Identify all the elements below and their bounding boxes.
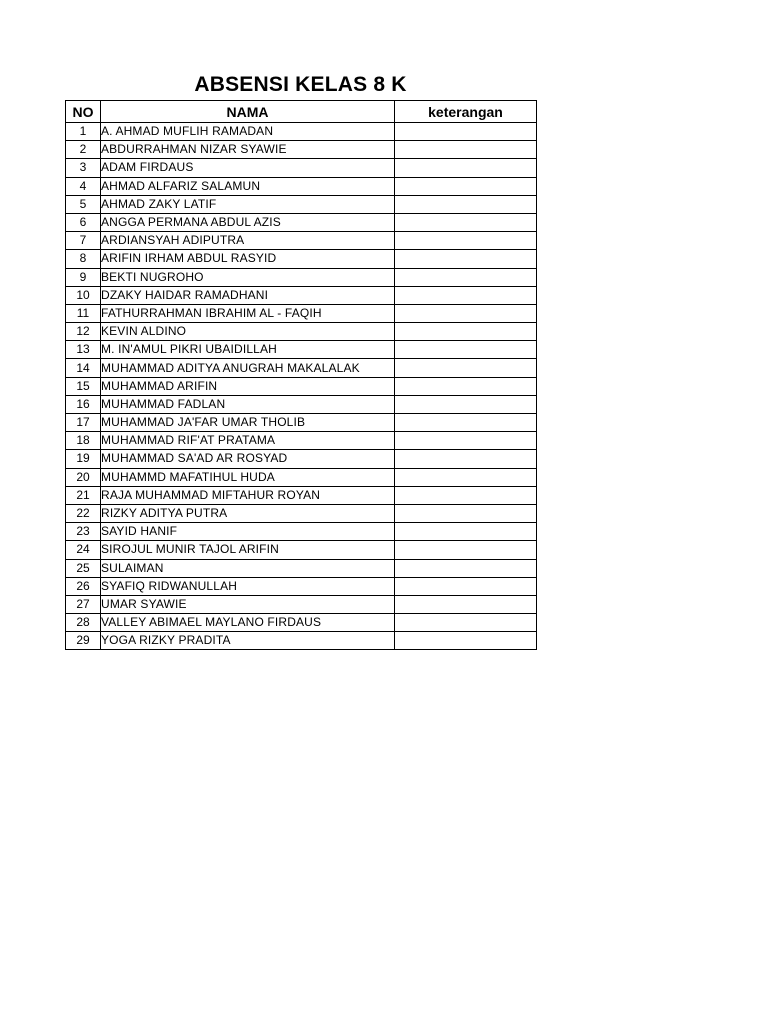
student-name: MUHAMMAD ADITYA ANUGRAH MAKALALAK — [101, 359, 395, 377]
keterangan-cell[interactable] — [395, 504, 537, 522]
table-row — [66, 468, 537, 486]
student-name: ABDURRAHMAN NIZAR SYAWIE — [101, 141, 395, 159]
table-row — [66, 486, 537, 504]
column-header-no: NO — [66, 101, 101, 123]
keterangan-cell[interactable] — [395, 268, 537, 286]
row-number: 1 — [66, 123, 101, 141]
row-number: 16 — [66, 395, 101, 413]
student-name: ARIFIN IRHAM ABDUL RASYID — [101, 250, 395, 268]
table-row — [66, 377, 537, 395]
row-number: 9 — [66, 268, 101, 286]
table-row — [66, 177, 537, 195]
keterangan-cell[interactable] — [395, 159, 537, 177]
row-number: 18 — [66, 432, 101, 450]
keterangan-cell[interactable] — [395, 541, 537, 559]
table-header-row — [66, 101, 537, 123]
keterangan-cell[interactable] — [395, 359, 537, 377]
keterangan-cell[interactable] — [395, 213, 537, 231]
row-number: 5 — [66, 195, 101, 213]
student-name: MUHAMMAD ARIFIN — [101, 377, 395, 395]
table-row — [66, 359, 537, 377]
row-number: 23 — [66, 523, 101, 541]
column-header-keterangan: keterangan — [395, 101, 537, 123]
keterangan-cell[interactable] — [395, 250, 537, 268]
keterangan-cell[interactable] — [395, 141, 537, 159]
table-row — [66, 250, 537, 268]
student-name: SIROJUL MUNIR TAJOL ARIFIN — [101, 541, 395, 559]
student-name: SULAIMAN — [101, 559, 395, 577]
table-row — [66, 577, 537, 595]
keterangan-cell[interactable] — [395, 195, 537, 213]
table-row — [66, 523, 537, 541]
row-number: 21 — [66, 486, 101, 504]
row-number: 13 — [66, 341, 101, 359]
row-number: 2 — [66, 141, 101, 159]
student-name: RIZKY ADITYA PUTRA — [101, 504, 395, 522]
student-name: A. AHMAD MUFLIH RAMADAN — [101, 123, 395, 141]
row-number: 12 — [66, 323, 101, 341]
row-number: 14 — [66, 359, 101, 377]
row-number: 20 — [66, 468, 101, 486]
row-number: 15 — [66, 377, 101, 395]
keterangan-cell[interactable] — [395, 614, 537, 632]
table-row — [66, 123, 537, 141]
table-row — [66, 632, 537, 650]
table-row — [66, 395, 537, 413]
keterangan-cell[interactable] — [395, 595, 537, 613]
row-number: 11 — [66, 304, 101, 322]
keterangan-cell[interactable] — [395, 341, 537, 359]
table-row — [66, 414, 537, 432]
table-row — [66, 195, 537, 213]
table-row — [66, 304, 537, 322]
student-name: AHMAD ALFARIZ SALAMUN — [101, 177, 395, 195]
keterangan-cell[interactable] — [395, 523, 537, 541]
row-number: 8 — [66, 250, 101, 268]
row-number: 27 — [66, 595, 101, 613]
keterangan-cell[interactable] — [395, 468, 537, 486]
row-number: 7 — [66, 232, 101, 250]
keterangan-cell[interactable] — [395, 323, 537, 341]
student-name: ARDIANSYAH ADIPUTRA — [101, 232, 395, 250]
table-row — [66, 268, 537, 286]
keterangan-cell[interactable] — [395, 450, 537, 468]
student-name: VALLEY ABIMAEL MAYLANO FIRDAUS — [101, 614, 395, 632]
student-name: YOGA RIZKY PRADITA — [101, 632, 395, 650]
table-row — [66, 141, 537, 159]
student-name: AHMAD ZAKY LATIF — [101, 195, 395, 213]
table-row — [66, 559, 537, 577]
student-name: BEKTI NUGROHO — [101, 268, 395, 286]
page-title: ABSENSI KELAS 8 K — [194, 73, 407, 96]
row-number: 17 — [66, 414, 101, 432]
student-name: SAYID HANIF — [101, 523, 395, 541]
row-number: 10 — [66, 286, 101, 304]
student-name: MUHAMMAD FADLAN — [101, 395, 395, 413]
table-row — [66, 595, 537, 613]
keterangan-cell[interactable] — [395, 123, 537, 141]
student-name: FATHURRAHMAN IBRAHIM AL - FAQIH — [101, 304, 395, 322]
student-name: UMAR SYAWIE — [101, 595, 395, 613]
row-number: 29 — [66, 632, 101, 650]
keterangan-cell[interactable] — [395, 559, 537, 577]
keterangan-cell[interactable] — [395, 377, 537, 395]
keterangan-cell[interactable] — [395, 177, 537, 195]
student-name: ADAM FIRDAUS — [101, 159, 395, 177]
row-number: 19 — [66, 450, 101, 468]
student-name: MUHAMMAD RIF'AT PRATAMA — [101, 432, 395, 450]
student-name: DZAKY HAIDAR RAMADHANI — [101, 286, 395, 304]
table-row — [66, 286, 537, 304]
table-row — [66, 541, 537, 559]
table-row — [66, 614, 537, 632]
keterangan-cell[interactable] — [395, 232, 537, 250]
student-name: MUHAMMD MAFATIHUL HUDA — [101, 468, 395, 486]
keterangan-cell[interactable] — [395, 486, 537, 504]
student-name: M. IN'AMUL PIKRI UBAIDILLAH — [101, 341, 395, 359]
table-row — [66, 232, 537, 250]
table-row — [66, 159, 537, 177]
row-number: 4 — [66, 177, 101, 195]
table-row — [66, 504, 537, 522]
table-row — [66, 432, 537, 450]
keterangan-cell[interactable] — [395, 304, 537, 322]
row-number: 24 — [66, 541, 101, 559]
table-row — [66, 341, 537, 359]
table-row — [66, 323, 537, 341]
keterangan-cell[interactable] — [395, 577, 537, 595]
table-body — [66, 123, 537, 650]
row-number: 25 — [66, 559, 101, 577]
keterangan-cell[interactable] — [395, 395, 537, 413]
student-name: SYAFIQ RIDWANULLAH — [101, 577, 395, 595]
row-number: 26 — [66, 577, 101, 595]
student-name: MUHAMMAD JA'FAR UMAR THOLIB — [101, 414, 395, 432]
column-header-name: NAMA — [101, 101, 395, 123]
keterangan-cell[interactable] — [395, 432, 537, 450]
keterangan-cell[interactable] — [395, 632, 537, 650]
keterangan-cell[interactable] — [395, 414, 537, 432]
table-row — [66, 450, 537, 468]
row-number: 3 — [66, 159, 101, 177]
attendance-table — [65, 100, 537, 650]
student-name: RAJA MUHAMMAD MIFTAHUR ROYAN — [101, 486, 395, 504]
row-number: 28 — [66, 614, 101, 632]
student-name: KEVIN ALDINO — [101, 323, 395, 341]
table-row — [66, 213, 537, 231]
student-name: ANGGA PERMANA ABDUL AZIS — [101, 213, 395, 231]
row-number: 22 — [66, 504, 101, 522]
row-number: 6 — [66, 213, 101, 231]
student-name: MUHAMMAD SA'AD AR ROSYAD — [101, 450, 395, 468]
keterangan-cell[interactable] — [395, 286, 537, 304]
